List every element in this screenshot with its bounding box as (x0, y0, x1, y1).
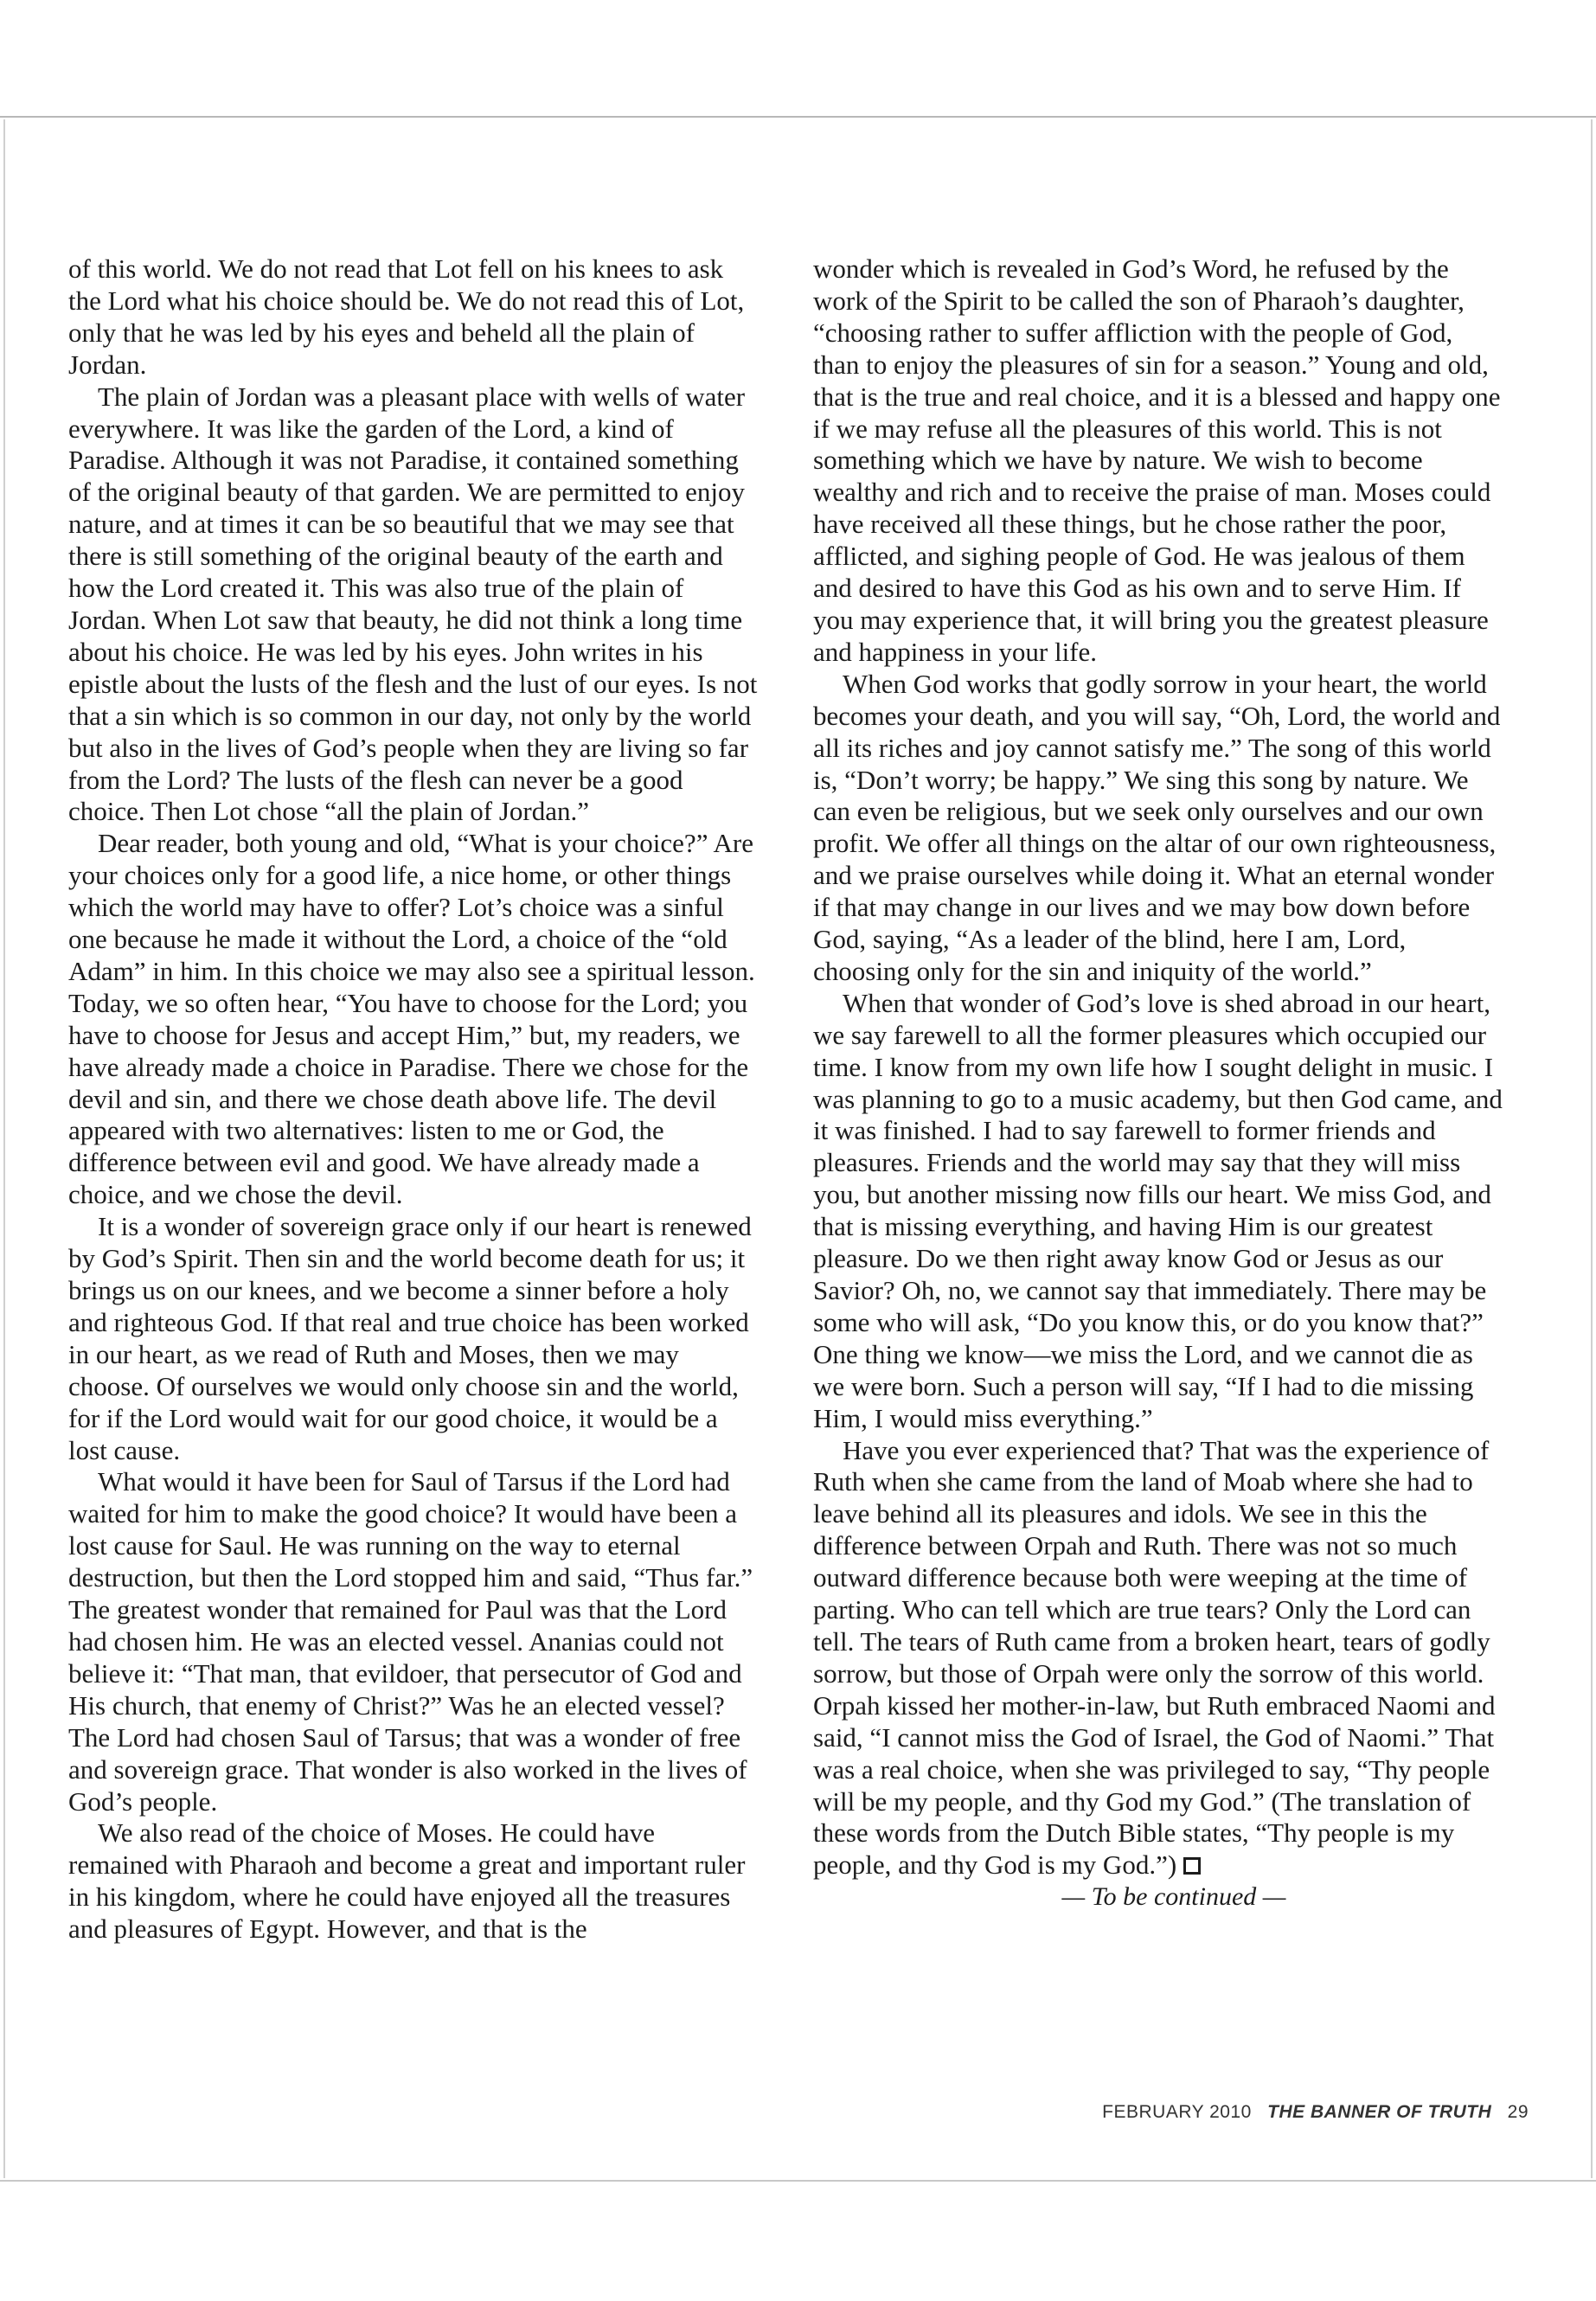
top-rule (0, 116, 1596, 118)
paragraph-text: Have you ever experienced that? That was the experience of Ruth when she came from the land of Moab where she had to leave behind all its pleasures and idols. We see in this the difference between Orpah and Ruth. There was not so much outward difference because both were weeping at the time of parting. Who can tell which are true tears? Only the Lord can tell. The tears of Ruth came from a broken heart, tears of godly sorrow, but those of Orpah were only the sorrow of this world. Orpah kissed her mother-in-law, but Ruth embraced Naomi and said, “I cannot miss the God of Israel, the God of Naomi.” That was a real choice, when she was privileged to say, “Thy people will be my people, and thy God my God.” (The translation of these words from the Dutch Bible states, “Thy people is my people, and thy God is my God.”) (813, 1434, 1496, 1881)
paragraph: Dear reader, both young and old, “What is your choice?” Are your choices only for a good life, a nice home, or other things which the world may have to offer? Lot’s choice was a sinful one because he made it without the Lord, a choice of the “old Adam” in him. In this choice we may also see a spiritual lesson. Today, we so often hear, “You have to choose for the Lord; you have to choose for Jesus and accept Him,” but, my readers, we have already made a choice in Paradise. There we chose for the devil and sin, and there we chose death above life. The devil appeared with two alternatives: listen to me or God, the difference between evil and good. We have already made a choice, and we chose the devil. (68, 828, 755, 1210)
right-column (813, 253, 1505, 1913)
end-of-article-icon (1183, 1857, 1201, 1875)
paragraph: When God works that godly sorrow in your heart, the world becomes your death, and you will say, “Oh, Lord, the world and all its riches and joy cannot satisfy me.” The song of this world is, “Don’t worry; be happy.” We sing this song by nature. We can even be religious, but we seek only ourselves and our own profit. We offer all things on the altar of our own righteousness, and we praise ourselves while doing it. What an eternal wonder if that may change in our lives and we may bow down before God, saying, “As a leader of the blind, here I am, Lord, choosing only for the sin and iniquity of the world.” (813, 668, 1501, 986)
left-column (68, 253, 760, 1945)
right-page-edge (1591, 119, 1593, 2178)
left-page-edge (3, 119, 5, 2178)
paragraph: The plain of Jordan was a pleasant place with wells of water everywhere. It was like the garden of the Lord, a kind of Paradise. Although it was not Paradise, it contained something of the original beauty of that garden. We are permitted to enjoy nature, and at times it can be so beautiful that we may see that there is still something of the original beauty of the earth and how the Lord created it. This was also true of the plain of Jordan. When Lot saw that beauty, he did not think a long time about his choice. He was led by his eyes. John writes in his epistle about the lusts of the flesh and the lust of our eyes. Is not that a sin which is so common in our day, not only by the world but also in the lives of God’s people when they are living so far from the Lord? The lusts of the flesh can never be a good choice. Then Lot chose “all the plain of Jordan.” (68, 381, 758, 827)
paragraph: It is a wonder of sovereign grace only if our heart is renewed by God’s Spirit. Then sin and the world become death for us; it brings us on our knees, and we become a sinner before a holy and righteous God. If that real and true choice has been worked in our heart, as we read of Ruth and Moses, then we may choose. Of ourselves we would only choose sin and the world, for if the Lord would wait for our good choice, it would be a lost cause. (68, 1211, 752, 1465)
paragraph: What would it have been for Saul of Tarsus if the Lord had waited for him to make the good choice? It would have been a lost cause for Saul. He was running on the way to eternal destruction, but then the Lord stopped him and said, “Thus far.” The greatest wonder that remained for Paul was that the Lord had chosen him. He was an elected vessel. Ananias could not believe it: “That man, that evildoer, that persecutor of God and His church, that enemy of Christ?” Was he an elected vessel? The Lord had chosen Saul of Tarsus; that was a wonder of free and sovereign grace. That wonder is also worked in the lives of God’s people. (68, 1466, 753, 1817)
issue-date: FEBRUARY 2010 (1102, 2102, 1252, 2122)
page-number: 29 (1507, 2102, 1529, 2122)
last-paragraph (813, 1435, 1505, 1882)
paragraph: wonder which is revealed in God’s Word, he refused by the work of the Spirit to be called the son of Pharaoh’s daughter, “choosing rather to suffer affliction with the people of God, than to enjoy the pleasures of sin for a season.” Young and old, that is the true and real choice, and it is a blessed and happy one if we may refuse all the pleasures of this world. This is not something which we have by nature. We wish to become wealthy and rich and to receive the praise of man. Moses could have received all these things, but he chose rather the poor, afflicted, and sighing people of God. He was jealous of them and desired to have this God as his own and to serve Him. If you may experience that, it will bring you the greatest pleasure and happiness in your life. (813, 253, 1501, 667)
to-be-continued: — To be continued — (1061, 1882, 1286, 1912)
publication-name: THE BANNER OF TRUTH (1267, 2102, 1492, 2122)
paragraph: We also read of the choice of Moses. He could have remained with Pharaoh and become a great and important ruler in his kingdom, where he could have enjoyed all the treasures and pleasures of Egypt. However, and that is the (68, 1817, 746, 1945)
page-footer (1102, 2102, 1529, 2123)
paragraph: of this world. We do not read that Lot fell on his knees to ask the Lord what his choice should be. We do not read this of Lot, only that he was led by his eyes and beheld all the plain of Jordan. (68, 253, 745, 380)
paragraph: When that wonder of God’s love is shed abroad in our heart, we say farewell to all the former pleasures which occupied our time. I know from my own life how I sought delight in music. I was planning to go to a music academy, but then God came, and it was finished. I had to say farewell to former friends and pleasures. Friends and the world may say that they will miss you, but another missing now fills our heart. We miss God, and that is missing everything, and having Him is our greatest pleasure. Do we then right away know God or Jesus as our Savior? Oh, no, we cannot say that immediately. There may be some who will ask, “Do you know this, or do you know that?” One thing we know—we miss the Lord, and we cannot die as we were born. Such a person will say, “If I had to die missing Him, I would miss everything.” (813, 987, 1503, 1433)
bottom-rule (0, 2180, 1596, 2182)
